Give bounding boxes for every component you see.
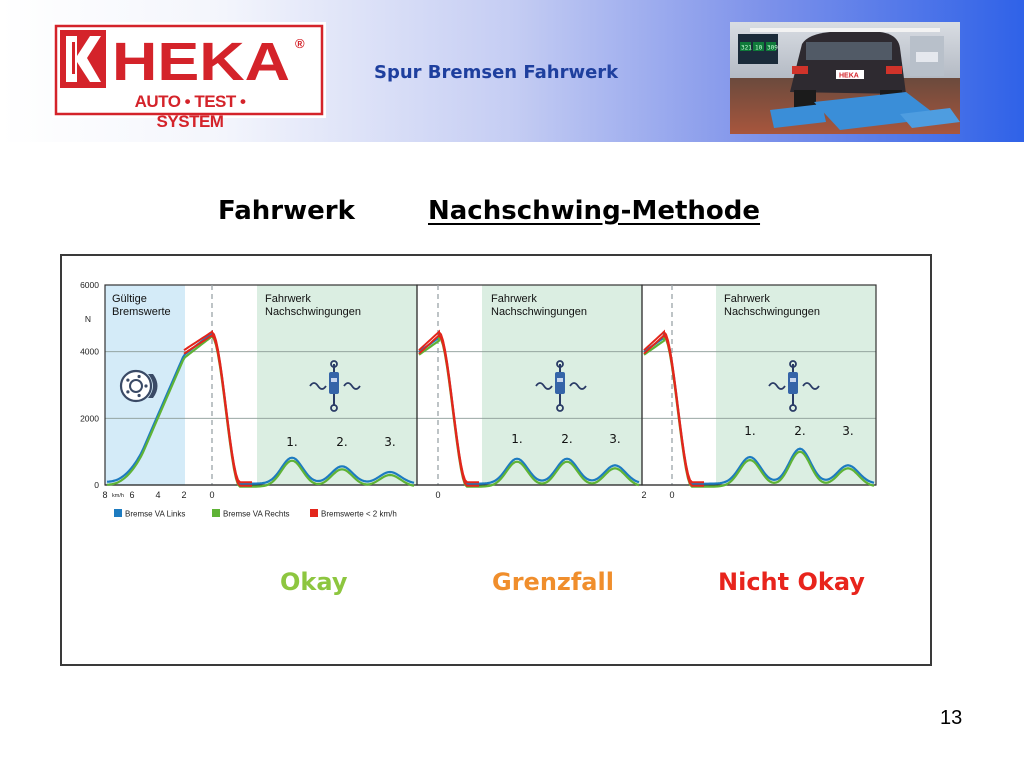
brake-disc-bolt — [126, 379, 129, 382]
x-tick-label: 0 — [435, 490, 441, 500]
logo-subtitle: AUTO • TEST • SYSTEM — [134, 92, 246, 131]
x-tick-label: 6 — [129, 490, 135, 500]
peak-label: 2. — [794, 424, 806, 438]
legend-label-1: Bremse VA Links — [125, 509, 186, 519]
legend-label-3: Bremswerte < 2 km/h — [321, 509, 397, 519]
y-tick-label: 4000 — [80, 346, 99, 357]
oscillation-label-2-line-2: Nachschwingungen — [491, 306, 588, 318]
oscillation-label-1-line-1: Fahrwerk — [265, 293, 311, 305]
brake-disc-bolt — [138, 375, 141, 378]
legend-swatch-3 — [310, 509, 318, 517]
verdict-grenzfall: Grenzfall — [492, 568, 614, 596]
brake-disc-bolt — [144, 384, 147, 387]
x-tick-label: 0 — [669, 490, 675, 500]
oscillation-label-3-line-2: Nachschwingungen — [724, 306, 821, 318]
photo-plate: HEKA — [839, 72, 859, 80]
page-number: 13 — [940, 707, 963, 729]
peak-label: 3. — [609, 432, 621, 446]
shock-body — [329, 372, 339, 394]
header-band — [0, 0, 1024, 142]
oscillation-label-3-line-1: Fahrwerk — [724, 293, 770, 305]
x-tick-label: 8 — [102, 490, 108, 500]
header-title: Spur Bremsen Fahrwerk — [374, 62, 619, 83]
shock-body — [788, 372, 798, 394]
workshop-photo — [730, 22, 960, 134]
legend-swatch-2 — [212, 509, 220, 517]
verdict-okay: Okay — [280, 568, 348, 596]
x-unit-label: km/h — [112, 493, 124, 499]
photo-display-left: 321 — [741, 44, 752, 52]
x-tick-label: 0 — [209, 490, 215, 500]
logo-registered: ® — [295, 36, 305, 51]
slide-title-right: Nachschwing-Methode — [428, 196, 761, 226]
diagram-frame — [60, 254, 932, 666]
peak-label: 1. — [286, 435, 298, 449]
verdict-nicht-okay: Nicht Okay — [718, 568, 865, 596]
legend — [114, 509, 397, 519]
curve-low-speed-2-b — [419, 335, 479, 485]
legend-swatch-1 — [114, 509, 122, 517]
peak-label: 2. — [561, 432, 573, 446]
curve-low-speed-3-b — [644, 335, 704, 485]
logo-wordmark: HEKA — [112, 32, 290, 92]
curve-low-speed-2-a — [419, 332, 479, 482]
shock-band — [557, 378, 563, 382]
shock-band — [790, 378, 796, 382]
legend-label-2: Bremse VA Rechts — [223, 509, 290, 519]
slide-title-left: Fahrwerk — [218, 196, 355, 226]
curve-low-speed-1-b — [184, 335, 252, 485]
x-tick-label: 4 — [155, 490, 161, 500]
y-tick-label: 6000 — [80, 280, 99, 290]
peak-label: 3. — [384, 435, 396, 449]
oscillation-label-1-line-2: Nachschwingungen — [265, 306, 362, 318]
oscillation-diagram — [62, 256, 930, 664]
brake-disc-icon — [121, 371, 158, 401]
x-tick-label: 2 — [641, 490, 647, 500]
brake-disc-bolt — [126, 390, 129, 393]
valid-label-line-1: Gültige — [112, 293, 147, 305]
photo-display-right: 309 — [767, 44, 778, 52]
photo-display-mid: 10 — [755, 44, 763, 52]
peak-label: 1. — [511, 432, 523, 446]
x-tick-label: 2 — [181, 490, 187, 500]
curve-low-speed-3-a — [644, 332, 704, 482]
brake-disc-bolt — [138, 394, 141, 397]
shock-band — [331, 378, 337, 382]
peak-label: 1. — [744, 424, 756, 438]
valid-label-line-2: Bremswerte — [112, 306, 171, 318]
peak-label: 3. — [842, 424, 854, 438]
oscillation-label-2-line-1: Fahrwerk — [491, 293, 537, 305]
y-tick-label: 2000 — [80, 413, 99, 424]
peak-label: 2. — [336, 435, 348, 449]
y-tick-label: 0 — [94, 480, 99, 490]
shock-body — [555, 372, 565, 394]
y-unit-label: N — [84, 314, 92, 324]
